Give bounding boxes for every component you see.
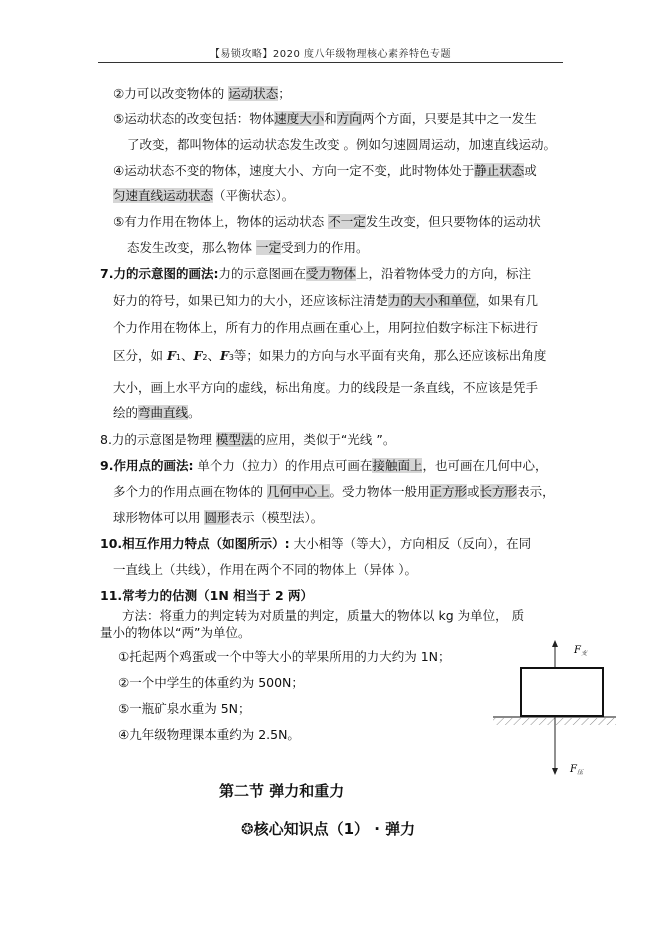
section-title: 第二节 弹力和重力 bbox=[219, 782, 345, 800]
text-line: 绘的弯曲直线。 bbox=[113, 405, 201, 420]
text-line: 匀速直线运动状态（平衡状态）。 bbox=[113, 188, 295, 203]
estimate-item: ②一个中学生的体重约为 500N； bbox=[118, 675, 304, 690]
text-line: ⑤运动状态的改变包括：物体速度大小和方向两个方面，只要是其中之一发生 bbox=[113, 111, 537, 126]
knowledge-point-title: ❂核心知识点（1） · 弹力 bbox=[241, 820, 416, 838]
text-line: ⑤有力作用在物体上，物体的运动状态 不一定发生改变，但只要物体的运动状 bbox=[113, 214, 541, 229]
force-diagram bbox=[488, 640, 618, 780]
item-11-line: 11.常考力的估测（1N 相当于 2 两） bbox=[100, 588, 314, 603]
arrow-head-down bbox=[552, 768, 558, 775]
text-line: 方法：将重力的判定转为对质量的判定，质量大的物体以 kg 为单位， 质 bbox=[122, 608, 525, 623]
text-line: 了改变，都叫物体的运动状态发生改变 。例如匀速圆周运动，加速直线运动。 bbox=[127, 137, 556, 152]
text-line: 好力的符号，如果已知力的大小，还应该标注清楚力的大小和单位，如果有几 bbox=[113, 293, 539, 308]
text-line: ②力可以改变物体的 运动状态； bbox=[113, 86, 291, 101]
item-7-line: 7.力的示意图的画法:力的示意图画在受力物体上，沿着物体受力的方向，标注 bbox=[100, 266, 531, 281]
page-header: 【易锁攻略】2020 度八年级物理核心素养特色专题 bbox=[209, 49, 452, 60]
text-line: 量小的物体以“两”为单位。 bbox=[100, 625, 251, 640]
item-8-line: 8.力的示意图是物理 模型法的应用，类似于“光线 ”。 bbox=[100, 432, 396, 447]
text-line: 区分，如 F1、F2、F3等；如果力的方向与水平面有夹角，那么还应该标出角度 bbox=[113, 348, 547, 363]
item-10-line: 10.相互作用力特点（如图所示）: 大小相等（等大），方向相反（反向），在同 bbox=[100, 536, 532, 551]
item-9-line: 9.作用点的画法: 单个力（拉力）的作用点可画在接触面上，也可画在几何中心， bbox=[100, 458, 548, 473]
estimate-item: ①托起两个鸡蛋或一个中等大小的苹果所用的力大约为 1N； bbox=[118, 649, 451, 664]
text-line: ④运动状态不变的物体，速度大小、方向一定不变，此时物体处于静止状态或 bbox=[113, 163, 537, 178]
support-force-label: $F_支$ bbox=[574, 645, 587, 657]
estimate-item: ⑤一瓶矿泉水重为 5N； bbox=[118, 701, 251, 716]
arrow-head-up bbox=[552, 640, 558, 647]
header-rule bbox=[98, 62, 563, 63]
text-line: 多个力的作用点画在物体的 几何中心上。受力物体一般用正方形或长方形表示， bbox=[113, 484, 555, 499]
pressure-force-label: $F_压$ bbox=[570, 764, 583, 776]
text-line: 大小，画上水平方向的虚线，标出角度。力的线段是一条直线，不应该是凭手 bbox=[113, 380, 539, 395]
text-line: 一直线上（共线），作用在两个不同的物体上（异体 ）。 bbox=[113, 562, 417, 577]
text-line: 态发生改变，那么物体 一定受到力的作用。 bbox=[127, 240, 369, 255]
estimate-item: ④九年级物理课本重约为 2.5N。 bbox=[118, 727, 300, 742]
block bbox=[521, 668, 603, 716]
text-line: 球形物体可以用 圆形表示（模型法）。 bbox=[113, 510, 324, 525]
text-line: 个力作用在物体上，所有力的作用点画在重心上，用阿拉伯数字标注下标进行 bbox=[113, 320, 539, 335]
